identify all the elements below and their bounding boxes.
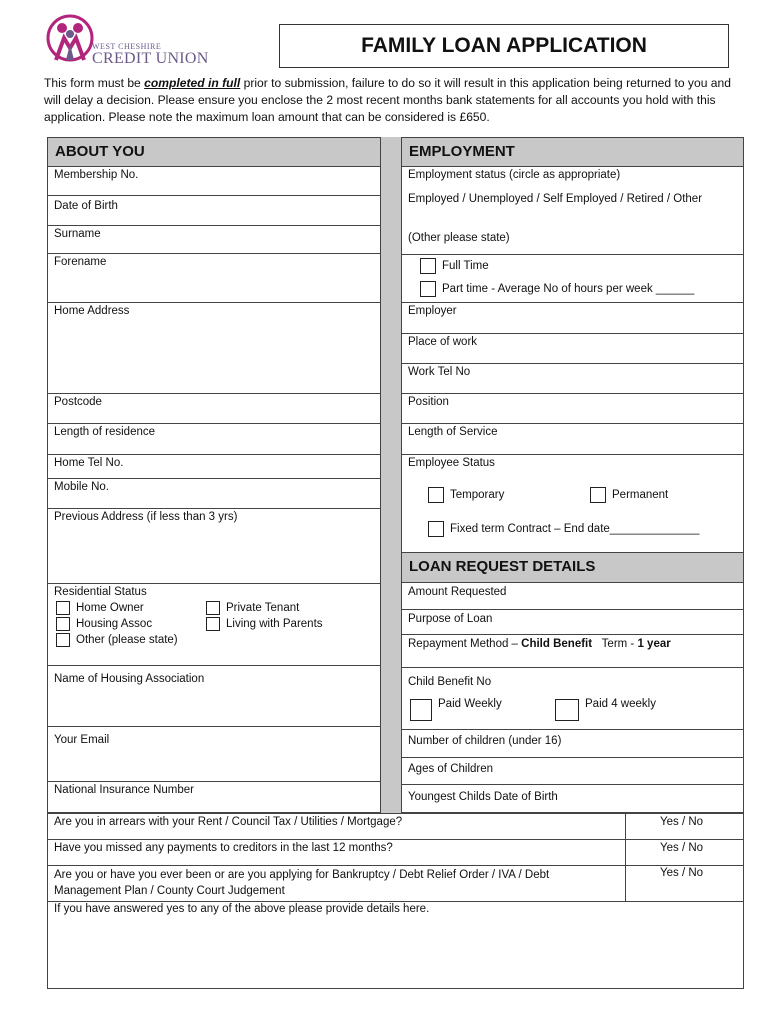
employer-field[interactable]: Employer	[402, 303, 743, 334]
membership-no-field[interactable]: Membership No.	[48, 167, 380, 196]
paid-weekly-checkbox[interactable]	[410, 699, 432, 721]
question-row	[47, 839, 744, 865]
mobile-field[interactable]: Mobile No.	[48, 479, 380, 509]
repayment-method-value: Child Benefit	[521, 638, 593, 650]
question-text: Have you missed any payments to creditors in the last 12 months?	[54, 842, 393, 854]
other-status-label: Other (please state)	[76, 634, 178, 646]
part-time-label: Part time - Average No of hours per week ______	[442, 283, 695, 296]
details-field[interactable]	[47, 901, 744, 989]
private-tenant-label: Private Tenant	[226, 602, 300, 614]
question-text: Are you or have you ever been or are you applying for Bankruptcy / Debt Relief Order / IVA / Debt Management Plan / County Court Judgement	[54, 869, 550, 897]
previous-address-field[interactable]: Previous Address (if less than 3 yrs)	[48, 509, 380, 584]
employee-status-section	[402, 455, 743, 552]
logo-line1: WEST CHESHIRE	[92, 42, 162, 51]
form-title: FAMILY LOAN APPLICATION	[279, 24, 729, 68]
living-with-parents-label: Living with Parents	[226, 618, 323, 630]
question-row	[47, 813, 744, 839]
employment-heading: EMPLOYMENT	[402, 138, 743, 167]
employee-status-label: Employee Status	[408, 457, 495, 469]
email-field[interactable]: Your Email	[48, 727, 380, 782]
part-time-checkbox[interactable]	[420, 281, 436, 297]
repayment-method-row: Repayment Method – Child Benefit Term - 1 year	[402, 635, 743, 668]
fixed-term-checkbox[interactable]	[428, 521, 444, 537]
yes-no-answer[interactable]: Yes / No	[660, 867, 704, 879]
amount-requested-field[interactable]: Amount Requested	[402, 583, 743, 610]
home-address-field[interactable]: Home Address	[48, 303, 380, 394]
home-tel-field[interactable]: Home Tel No.	[48, 455, 380, 479]
about-you-heading: ABOUT YOU	[48, 138, 380, 167]
child-benefit-no-field[interactable]: Child Benefit No	[408, 676, 492, 688]
term-value: 1 year	[637, 638, 671, 650]
intro-text: This form must be completed in full prior to submission, failure to do so it will result in this application being returned to you and will delay a decision. Please ensure you enclose the 2 most recent months bank statements for all accounts you hold with this application. Please note the maximum loan amount that can be considered is £650.	[44, 76, 731, 124]
paid-weekly-label: Paid Weekly	[438, 698, 502, 711]
question-text: Are you in arrears with your Rent / Council Tax / Utilities / Mortgage?	[54, 816, 403, 828]
question-row	[47, 865, 744, 901]
paid-4-weekly-checkbox[interactable]	[555, 699, 579, 721]
number-of-children-field[interactable]: Number of children (under 16)	[402, 730, 743, 758]
paid-4-weekly-label: Paid 4 weekly	[585, 698, 656, 711]
length-of-service-field[interactable]: Length of Service	[402, 424, 743, 455]
position-field[interactable]: Position	[402, 394, 743, 424]
youngest-child-dob-field[interactable]: Youngest Childs Date of Birth	[408, 791, 558, 803]
full-time-label: Full Time	[442, 260, 489, 273]
postcode-field[interactable]: Postcode	[48, 394, 380, 424]
employment-options[interactable]: Employed / Unemployed / Self Employed / Retired / Other	[408, 193, 703, 205]
permanent-label: Permanent	[612, 489, 669, 502]
completed-in-full-emphasis: completed in full	[144, 76, 241, 90]
temporary-label: Temporary	[450, 489, 505, 502]
hours-section	[402, 255, 743, 303]
length-of-residence-field[interactable]: Length of residence	[48, 424, 380, 455]
housing-assoc-label: Housing Assoc	[76, 618, 153, 630]
ages-of-children-field[interactable]: Ages of Children	[402, 758, 743, 785]
column-separator	[380, 137, 402, 813]
temporary-checkbox[interactable]	[428, 487, 444, 503]
surname-field[interactable]: Surname	[48, 226, 380, 254]
residential-status-label: Residential Status	[54, 586, 147, 598]
forename-field[interactable]: Forename	[48, 254, 380, 303]
credit-union-logo	[40, 8, 240, 74]
employment-status-label: Employment status (circle as appropriate)	[408, 169, 621, 181]
other-status-checkbox[interactable]	[56, 633, 70, 647]
date-of-birth-field[interactable]: Date of Birth	[48, 196, 380, 226]
housing-association-name-field[interactable]: Name of Housing Association	[48, 666, 380, 727]
living-with-parents-checkbox[interactable]	[206, 617, 220, 631]
purpose-of-loan-field[interactable]: Purpose of Loan	[402, 610, 743, 635]
place-of-work-field[interactable]: Place of work	[402, 334, 743, 364]
yes-no-answer[interactable]: Yes / No	[660, 816, 704, 828]
residential-status-section	[48, 584, 380, 666]
national-insurance-field[interactable]: National Insurance Number	[54, 784, 194, 796]
loan-request-heading: LOAN REQUEST DETAILS	[402, 552, 743, 583]
private-tenant-checkbox[interactable]	[206, 601, 220, 615]
logo-family-icon	[40, 8, 100, 74]
home-owner-label: Home Owner	[76, 602, 144, 614]
payment-frequency-section	[402, 696, 743, 730]
fixed-term-label: Fixed term Contract – End date______________	[450, 523, 700, 536]
other-please-state-field[interactable]: (Other please state)	[402, 227, 743, 255]
full-time-checkbox[interactable]	[420, 258, 436, 274]
permanent-checkbox[interactable]	[590, 487, 606, 503]
details-label: If you have answered yes to any of the above please provide details here.	[54, 903, 430, 915]
work-tel-field[interactable]: Work Tel No	[402, 364, 743, 394]
yes-no-answer[interactable]: Yes / No	[660, 842, 704, 854]
logo-line2: CREDIT UNION	[92, 50, 209, 67]
home-owner-checkbox[interactable]	[56, 601, 70, 615]
housing-assoc-checkbox[interactable]	[56, 617, 70, 631]
